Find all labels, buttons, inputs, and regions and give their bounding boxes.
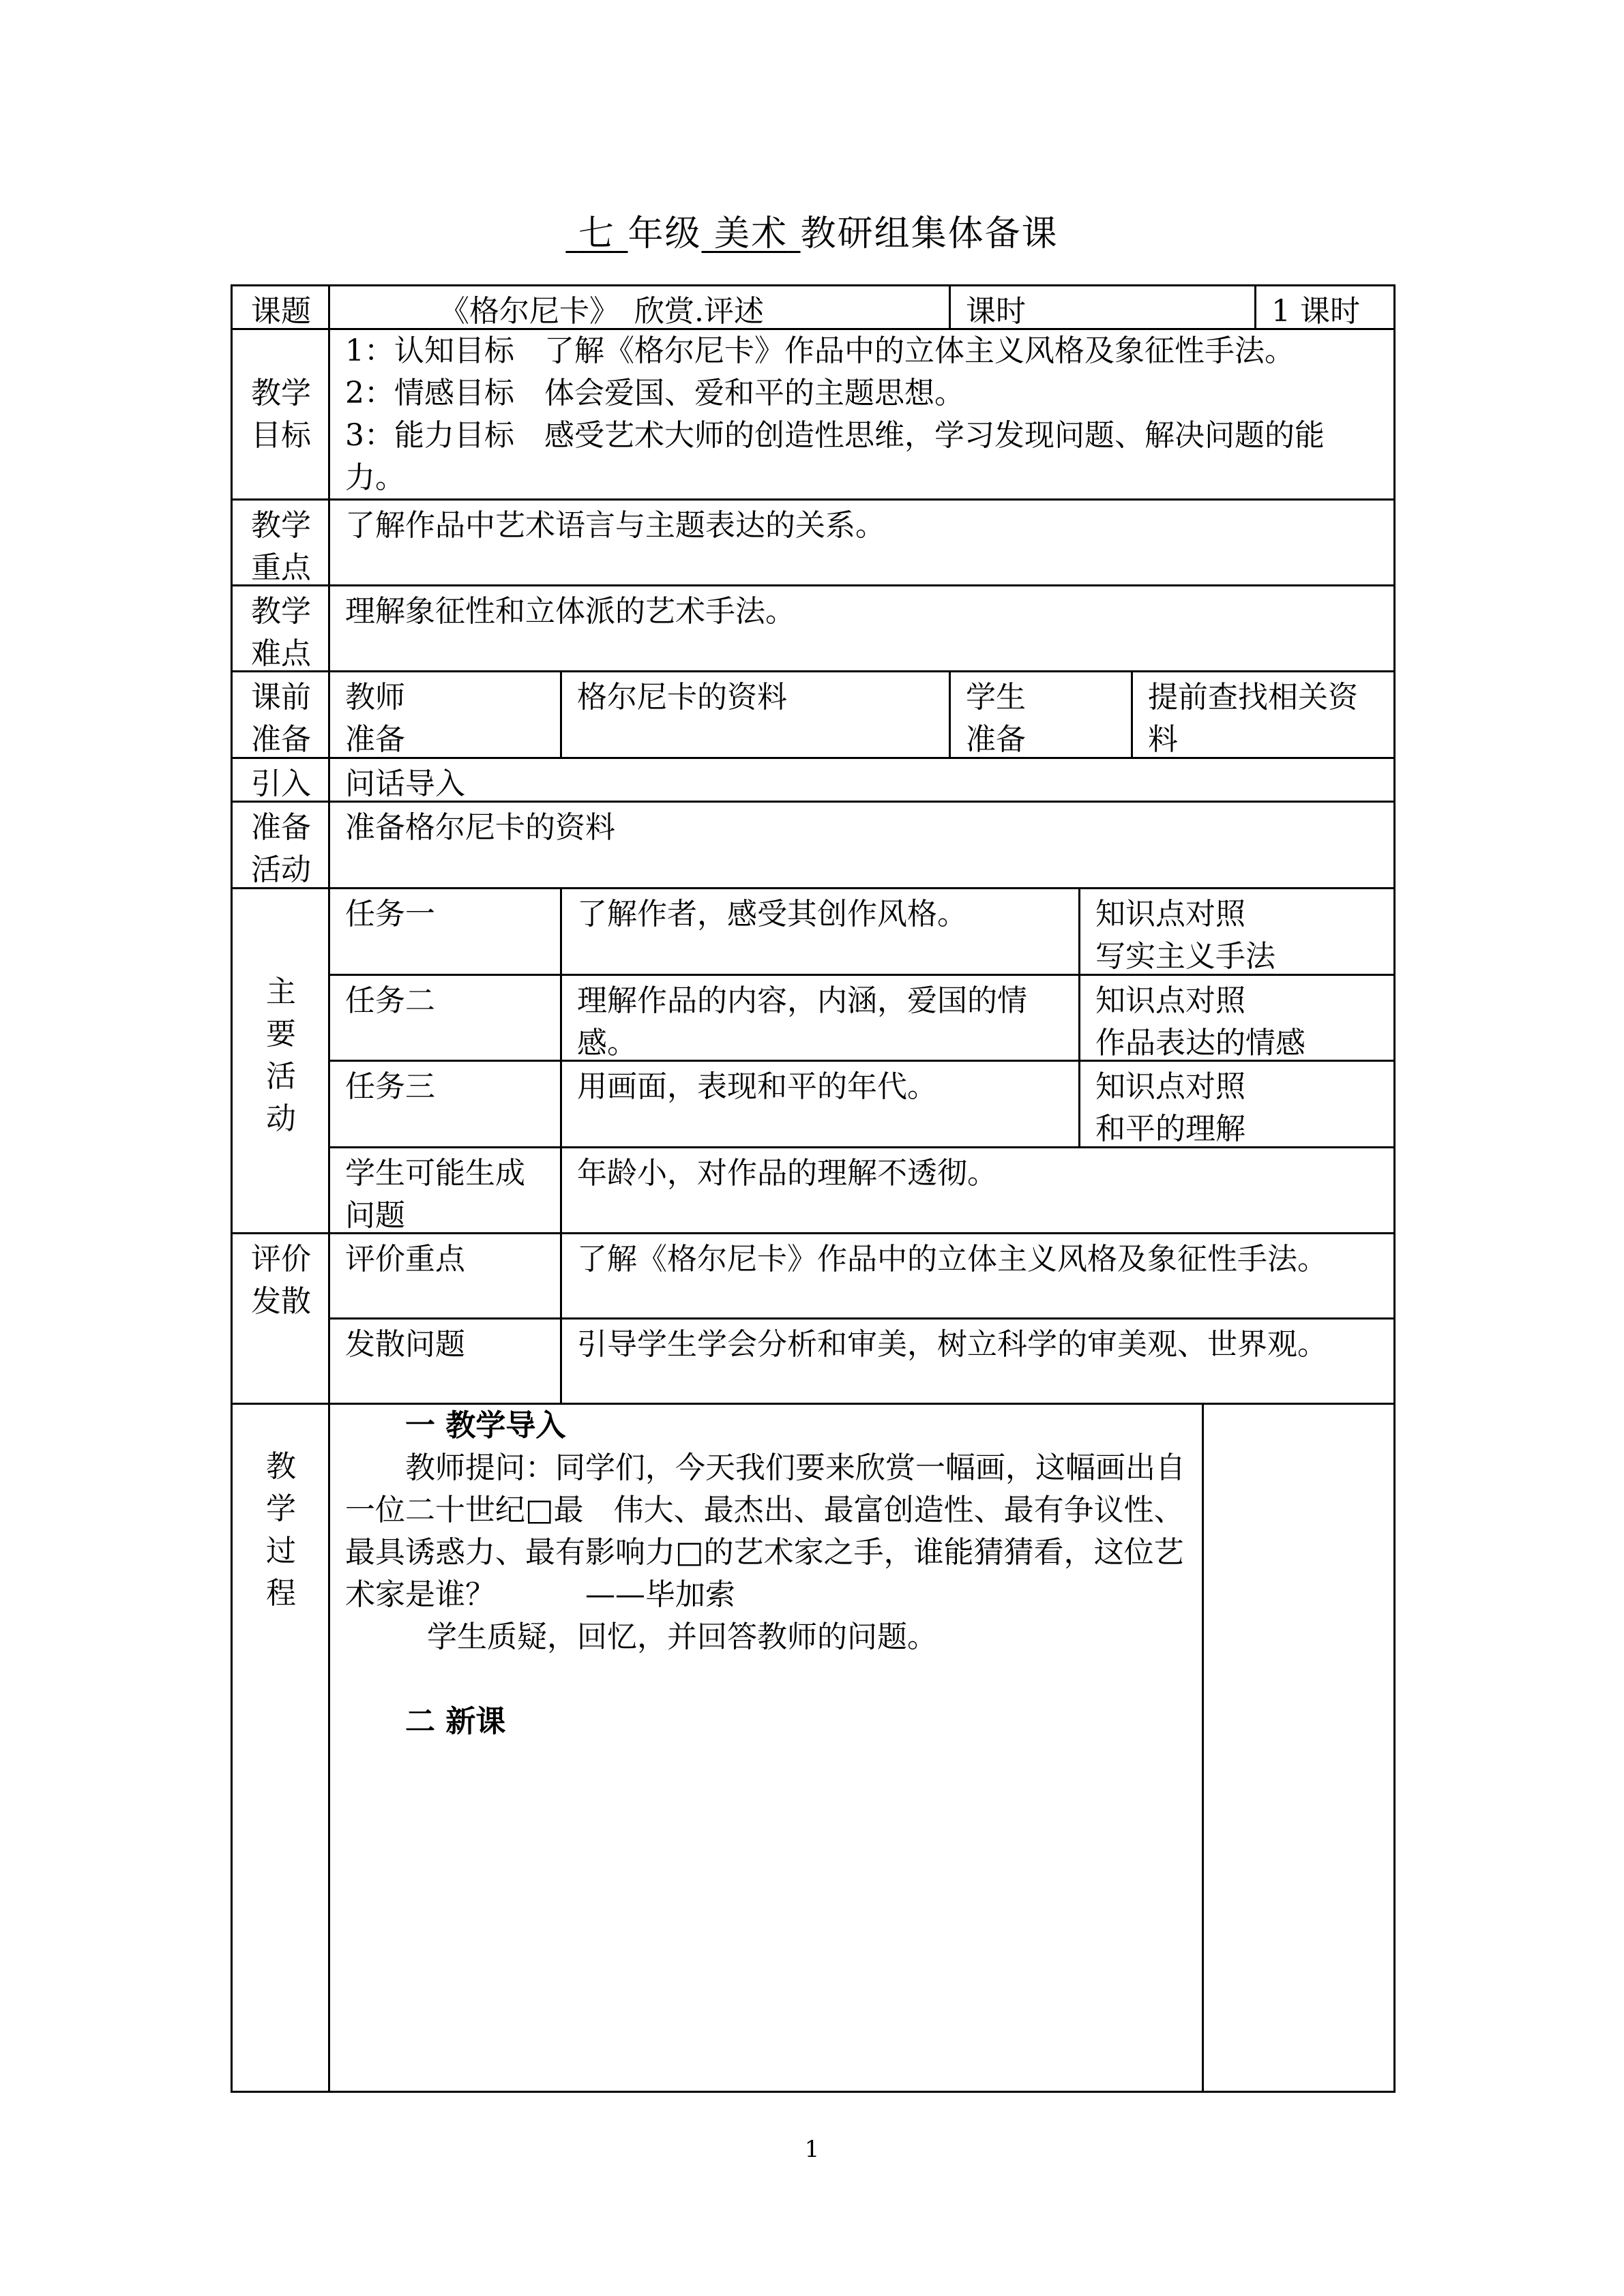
process-content — [330, 1405, 1204, 2093]
evaluation-focus-text: 了解《格尔尼卡》作品中的立体主义风格及象征性手法。 — [562, 1234, 1396, 1320]
page-title — [0, 205, 1624, 256]
topic-label: 课题 — [233, 286, 330, 330]
title-subject: 美术 — [714, 213, 788, 254]
task-content: 用画面，表现和平的年代。 — [562, 1062, 1080, 1148]
section1-response: 学生质疑，回忆，并回答教师的问题。 — [427, 1620, 937, 1654]
prep-activity-text: 准备格尔尼卡的资料 — [330, 803, 1396, 889]
key-points-text: 了解作品中艺术语言与主题表达的关系。 — [330, 501, 1396, 586]
task-knowledge: 知识点对照 和平的理解 — [1080, 1062, 1396, 1148]
hours-value: 1 课时 — [1256, 286, 1396, 330]
key-points-label: 教学 重点 — [233, 501, 330, 586]
preparation-label: 课前 准备 — [233, 672, 330, 759]
task-content: 了解作者，感受其创作风格。 — [562, 889, 1080, 976]
objectives-text: 1：认知目标 了解《格尔尼卡》作品中的立体主义风格及象征性手法。 2：情感目标 体会爱国、爱和平的主题思想。 3：能力目标 感受艺术大师的创造性思维，学习发现问题、解决问题的能力。 — [330, 330, 1396, 501]
teacher-prep-text: 格尔尼卡的资料 — [562, 672, 951, 759]
divergence-text: 引导学生学会分析和审美，树立科学的审美观、世界观。 — [562, 1320, 1396, 1405]
student-prep-text: 提前查找相关资料 — [1133, 672, 1396, 759]
task-name: 任务三 — [330, 1062, 562, 1148]
process-label: 教 学 过 程 — [233, 1405, 330, 2093]
task-name: 任务一 — [330, 889, 562, 976]
title-grade: 七 — [578, 213, 615, 254]
divergence-label: 发散问题 — [330, 1320, 562, 1405]
task-name: 任务二 — [330, 976, 562, 1062]
title-suffix: 教研组集体备课 — [800, 213, 1059, 254]
process-notes-column — [1204, 1405, 1396, 2093]
page-number: 1 — [804, 2136, 820, 2163]
prep-activity-label: 准备 活动 — [233, 803, 330, 889]
hours-label: 课时 — [951, 286, 1256, 330]
intro-text: 问话导入 — [330, 759, 1396, 803]
task-content: 理解作品的内容，内涵，爱国的情感。 — [562, 976, 1080, 1062]
evaluation-label: 评价 发散 — [233, 1234, 330, 1405]
title-grade-suffix: 年级 — [628, 213, 702, 254]
task-knowledge: 知识点对照 写实主义手法 — [1080, 889, 1396, 976]
difficulties-label: 教学 难点 — [233, 586, 330, 672]
topic-value: 《格尔尼卡》 欣赏.评述 — [330, 286, 951, 330]
section1-heading: 一 教学导入 — [405, 1408, 566, 1443]
task-knowledge: 知识点对照 作品表达的情感 — [1080, 976, 1396, 1062]
difficulties-text: 理解象征性和立体派的艺术手法。 — [330, 586, 1396, 672]
problems-text: 年龄小，对作品的理解不透彻。 — [562, 1148, 1396, 1234]
section1-paragraph: 教师提问：同学们，今天我们要来欣赏一幅画，这幅画出自一位二十世纪□最 伟大、最杰出、最富创造性、最有争议性、最具诱惑力、最有影响力□的艺术家之手，谁能猜猜看，这位艺术家是谁？ ——毕加索 — [345, 1450, 1185, 1612]
problems-label: 学生可能生成问题 — [330, 1148, 562, 1234]
intro-label: 引入 — [233, 759, 330, 803]
section2-heading: 二 新课 — [405, 1704, 506, 1739]
evaluation-focus-label: 评价重点 — [330, 1234, 562, 1320]
student-prep-label: 学生 准备 — [951, 672, 1133, 759]
lesson-plan-table — [231, 284, 1396, 2093]
teacher-prep-label: 教师 准备 — [330, 672, 562, 759]
objectives-label: 教学 目标 — [233, 330, 330, 501]
main-activities-label: 主 要 活 动 — [233, 889, 330, 1234]
